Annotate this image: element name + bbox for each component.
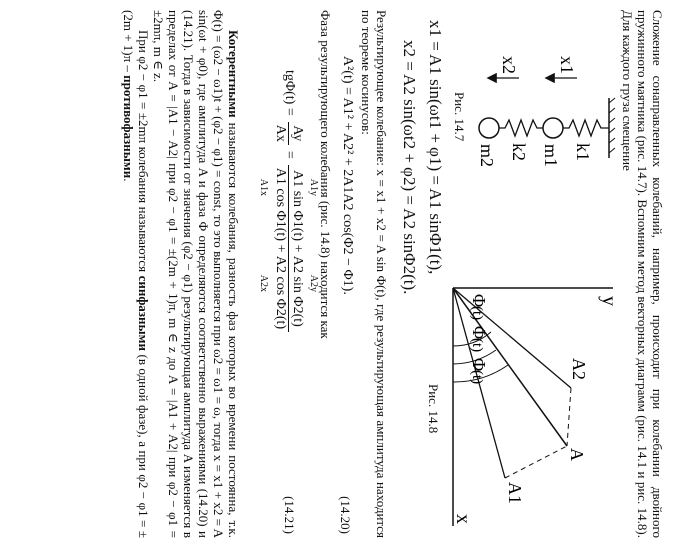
phase-frac1-denominator: Ax <box>273 124 289 142</box>
term-in-phase: синфазными <box>136 275 151 352</box>
phase-frac2-denominator: A1 cos Φ1(t) + A2 cos Φ2(t) <box>273 167 289 330</box>
equation-amplitude: A²(t) = A1² + A2² + 2A1A2 cos(Φ2 − Φ1). <box>340 56 355 295</box>
vector-label-A2: A2 <box>569 358 589 380</box>
double-spring-pendulum-figure <box>467 8 617 208</box>
phase-paragraph: Фаза результирующего колебания (рис. 14.8) находится как <box>318 10 333 339</box>
fig-14-8-caption: Рис. 14.8 <box>426 384 441 434</box>
angle-label-phi-right: Φ <box>469 358 489 372</box>
equation-x2: x2 = A2 sin(ωt2 + φ2) = A2 sinΦ2(t). <box>400 40 419 295</box>
term-antiphase: противофазными <box>121 75 136 179</box>
underbrace-label-a1x: A1x <box>258 178 270 196</box>
final-paragraph <box>121 10 151 538</box>
fig-14-7-caption: Рис. 14.7 <box>452 92 467 142</box>
phase-equals: = <box>282 150 297 159</box>
label-k2: k2 <box>509 143 529 161</box>
phase-fraction-1 <box>273 122 306 145</box>
equation-number-14-21: (14.21) <box>282 496 297 534</box>
result-paragraph: Результирующее колебание: x = x1 + x2 = A sin Φ(t), где результирующая амплитуда находится по теореме косинусов: <box>359 10 389 538</box>
phase-fraction-2 <box>258 165 320 332</box>
mass-1 <box>543 118 563 138</box>
axis-label-x: x <box>452 514 474 524</box>
vector-label-A1: A1 <box>505 482 525 504</box>
final-text-c: (в одной фазе), а при φ2 − φ1 = ±(2m + 1)π – <box>121 10 151 538</box>
equation-number-14-20: (14.20) <box>338 496 353 534</box>
intro-paragraph: Сложение сонаправленных колебаний, например, происходит при колебании двойного пружинного маятника (рис. 14.7). Вспомним метод векторных диаграмм (рис. 14.1 и рис. 14.8). Для каждого груза смещение <box>620 10 665 538</box>
label-m1: m1 <box>541 144 561 168</box>
axis-label-y: y <box>598 296 620 306</box>
mass-2 <box>479 118 499 138</box>
vector-label-A: A <box>567 448 587 461</box>
angle-label-t-right: (t) <box>469 370 485 385</box>
vector-diagram-figure <box>441 268 623 538</box>
angle-label-t-left: (t) <box>469 306 485 321</box>
equation-x1: x1 = A1 sin(ωt1 + φ1) = A1 sinΦ1(t), <box>426 20 445 275</box>
label-k1: k1 <box>573 143 593 161</box>
equation-phase <box>258 70 320 332</box>
phase-frac2-numerator: A1 sin Φ1(t) + A2 sin Φ2(t) <box>289 165 306 332</box>
term-coherent: Когерентными <box>226 30 241 118</box>
label-x1: x1 <box>557 56 577 74</box>
underbrace-label-a2x: A2x <box>258 274 270 292</box>
label-x2: x2 <box>499 56 519 74</box>
label-m2: m2 <box>477 144 497 168</box>
phase-lhs: tgΦ(t) = <box>282 70 297 116</box>
angle-label-phi-mid: Φ <box>469 326 489 340</box>
angle-label-phi-left: Φ <box>469 294 489 308</box>
overbrace-label-a2y: A2y <box>308 274 320 292</box>
overbrace-label-a1y: A1y <box>308 178 320 196</box>
phase-frac1-numerator: Ay <box>289 122 306 145</box>
final-text-e: . <box>121 178 136 182</box>
final-text-a: При φ2 − φ1 = ±2mπ колебания называются <box>136 30 151 276</box>
coherent-paragraph <box>151 10 241 538</box>
coherent-text: называются колебания, разность фаз которых во времени постоянна, т.к. Φ(t) = (ω2 − ω1)t + (φ2 − φ1) = const, то это выполняется при ω2 = ω1 = ω, тогда x = x1 + x2 = A sin(ωt + φ0), где амплитуда A и фаза Φ определяются соответственно выражениями (14.20) и (14.21). Тогда в зависимости от значения (φ2 − φ1) результирующая амплитуда A изменяется в пределах от A = |A1 − A2| при φ2 − φ1 = ±(2m + 1)π, m ∈ z до A = |A1 + A2| при φ2 − φ1 = ±2mπ, m ∈ z. <box>151 10 241 538</box>
angle-label-t-mid: (t) <box>469 338 485 353</box>
